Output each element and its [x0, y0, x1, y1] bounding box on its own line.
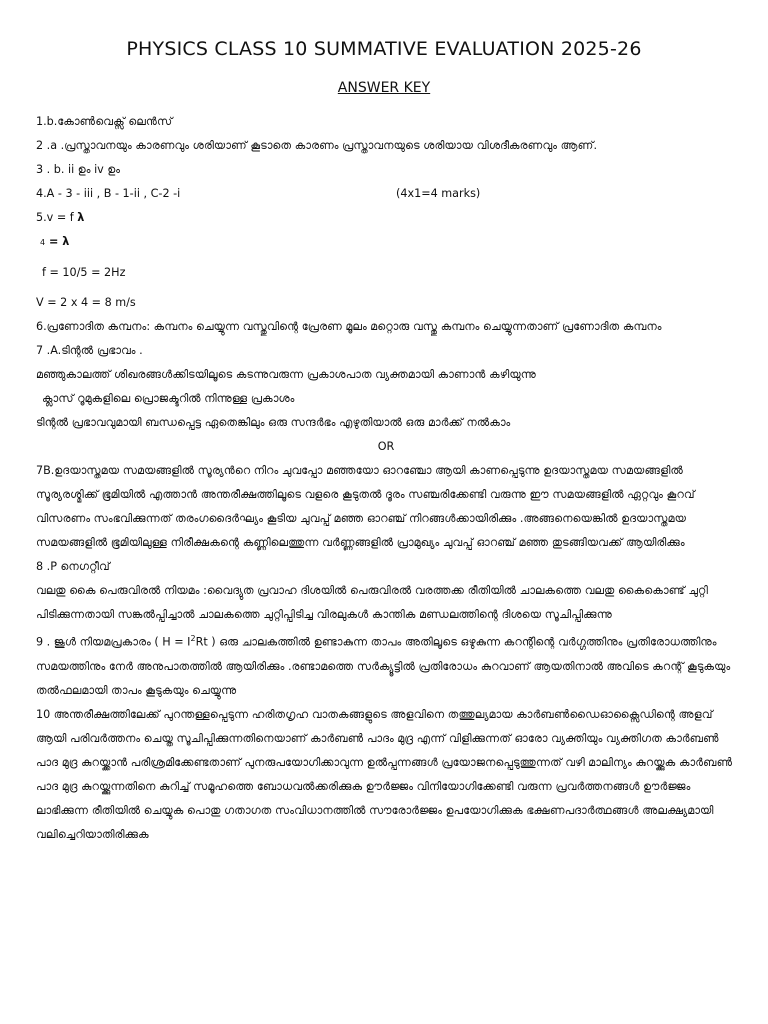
lambda-symbol: λ [77, 211, 85, 224]
document-title: PHYSICS CLASS 10 SUMMATIVE EVALUATION 2025-26 [126, 38, 642, 60]
answer-2: 2 .a .പ്രസ്താവനയും കാരണവും ശരിയാണ് കൂടാതെ കാരണം പ്രസ്താവനയുടെ ശരിയായ വിശദീകരണവും ആണ്. [36, 139, 598, 152]
answer-5-value: 4 [40, 238, 46, 247]
or-divider: OR [377, 440, 395, 453]
answer-8: വലതു കൈ പെരുവിരൽ നിയമം :വൈദ്യുത പ്രവാഹ ദിശയിൽ പെരുവിരൽ വരത്തക്ക രീതിയിൽ ചാലകത്തെ വലതു കൈകൊണ്ട് ചുറ്റി പിടിക്കുന്നതായി സങ്കൽപ്പിച്ചാൽ ചാലകത്തെ ചുറ്റിപ്പിടിച്ച വിരലുകൾ കാന്തിക മണ്ഡലത്തിന്റെ ദിശയെ സൂചിപ്പിക്കുന്നു [36, 584, 708, 621]
document-subtitle: ANSWER KEY [337, 80, 431, 96]
answer-7b: 7B.ഉദയാസ്തമയ സമയങ്ങളിൽ സൂര്യൻറെ നിറം ചുവപ്പോ മഞ്ഞയോ ഓറഞ്ചോ ആയി കാണപ്പെടുന്നു ഉദയാസ്തമയ സമയങ്ങളിൽ സൂര്യരശ്മിക്ക് ഭൂമിയിൽ എത്താൻ അന്തരീക്ഷത്തിലൂടെ വളരെ കൂടുതൽ ദൂരം സഞ്ചരിക്കേണ്ടി വരുന്നു ഈ സമയങ്ങളിൽ ഏറ്റവും കൂറവ് വിസരണം സംഭവിക്കുന്നത് തരംഗദൈർഘ്യം കൂടിയ ചുവപ്പ് മഞ്ഞ ഓറഞ്ച് നിറങ്ങൾക്കായിരിക്കും .അങ്ങനെയെങ്കിൽ ഉദയാസ്തമയ സമയങ്ങളിൽ ഭൂമിയിലുള്ള നിരീക്ഷകന്റെ കണ്ണിലെത്തുന്ന വർണ്ണങ്ങളിൽ പ്രാമുഖ്യം ചുവപ്പ് ഓറഞ്ച് മഞ്ഞ തുടങ്ങിയവക്ക് ആയിരിക്കും [36, 464, 695, 549]
answer-5-line-3: f = 10/5 = 2Hz [42, 266, 126, 279]
answer-list [36, 110, 736, 847]
answer-10: 10 അന്തരീക്ഷത്തിലേക്ക് പുറന്തള്ളപ്പെടുന്ന ഹരിതഗൃഹ വാതകങ്ങളുടെ അളവിനെ തത്തുല്യമായ കാർബൺഡൈഓക്സൈഡിന്റെ അളവ് ആയി പരിവർത്തനം ചെയ്ത സൂചിപ്പിക്കുന്നതിനെയാണ് കാർബൺ പാദം മുദ്ര എന്ന് വിളിക്കുന്നത് ഓരോ വ്യക്തിയും വ്യക്തിഗത കാർബൺ പാദ മുദ്ര കുറയ്ക്കാൻ പരിശ്രമിക്കേണ്ടതാണ് പുനരുപയോഗിക്കാവുന്ന ഉൽപ്പന്നങ്ങൾ പ്രയോജനപ്പെടുത്തുന്നത് വഴി മാലിന്യം കുറയ്ക്കുക കാർബൺ പാദ മുദ്ര കുറയ്ക്കുന്നതിനെ കുറിച്ച് സമൂഹത്തെ ബോധവൽക്കരിക്കുക ഊർജ്ജം വിനിയോഗിക്കേണ്ടി വരുന്ന പ്രവർത്തനങ്ങൾ ഊർജ്ജം ലാഭിക്കുന്ന രീതിയിൽ ചെയ്യുക പൊതു ഗതാഗത സംവിധാനത്തിൽ സൗരോർജ്ജം ഉപയോഗിക്കുക ഭക്ഷണപദാർത്ഥങ്ങൾ അലക്ഷ്യമായി വലിച്ചെറിയാതിരിക്കുക [36, 707, 733, 841]
answer-6: 6.പ്രണോദിത കമ്പനം: കമ്പനം ചെയ്യുന്ന വസ്തുവിന്റെ പ്രേരണ മൂലം മറ്റൊരു വസ്തു കമ്പനം ചെയ്യുന്നതാണ് പ്രണോദിത കമ്പനം [36, 320, 662, 333]
answer-4 [36, 182, 736, 206]
answer-1: 1.b.കോൺവെക്സ് ലെൻസ് [36, 115, 173, 128]
answer-9 [36, 627, 736, 703]
answer-3: 3 . b. ii ഉം iv ഉം [36, 163, 121, 176]
answer-7-line-3: ടിന്റൽ പ്രഭാവവുമായി ബന്ധപ്പെട്ട ഏതെങ്കിലും ഒരു സന്ദർഭം എഴുതിയാൽ ഒരു മാർക്ക് നൽകാം [36, 416, 511, 429]
answer-8-title: 8 .P നെഗറ്റീവ് [36, 560, 110, 573]
answer-4-marks: (4x1=4 marks) [396, 187, 481, 200]
answer-5-equals-lambda: = λ [45, 235, 70, 248]
answer-7-line-1: മഞ്ഞുകാലത്ത് ശിഖരങ്ങൾക്കിടയിലൂടെ കടന്നുവരുന്ന പ്രകാശപാത വ്യക്തമായി കാണാൻ കഴിയുന്നു [36, 368, 537, 381]
answer-5-line-2 [36, 230, 736, 255]
answer-4-text: 4.A - 3 - iii , B - 1-ii , C-2 -i [36, 187, 181, 200]
answer-5-line-1 [36, 206, 736, 230]
answer-9-prefix: 9 . ജൂൾ നിയമപ്രകാരം ( H = I [36, 635, 191, 649]
answer-7-line-2: ക്ലാസ് റൂമുകളിലെ പ്രൊജക്ടറിൽ നിന്നുള്ള പ്രകാശം [42, 392, 295, 405]
answer-9-text: Rt ) ഒരു ചാലകത്തിൽ ഉണ്ടാകുന്ന താപം അതിലൂടെ ഒഴുകുന്ന കറന്റിന്റെ വർഗ്ഗത്തിനും പ്രതിരോധത്തിനും സമയത്തിനും നേർ അനുപാതത്തിൽ ആയിരിക്കും .രണ്ടാമത്തെ സർക്യൂട്ടിൽ പ്രതിരോധം കുറവാണ് ആയതിനാൽ അവിടെ കറന്റ് കൂടുകയും തൽഫലമായി താപം കൂടുകയും ചെയ്യുന്നു [36, 635, 731, 697]
answer-9-superscript: 2 [190, 634, 196, 643]
answer-5-line-4: V = 2 x 4 = 8 m/s [36, 296, 136, 309]
answer-7-title: 7 .A.ടിന്റൽ പ്രഭാവം . [36, 344, 143, 357]
answer-5-formula: 5.v = f [36, 211, 78, 224]
